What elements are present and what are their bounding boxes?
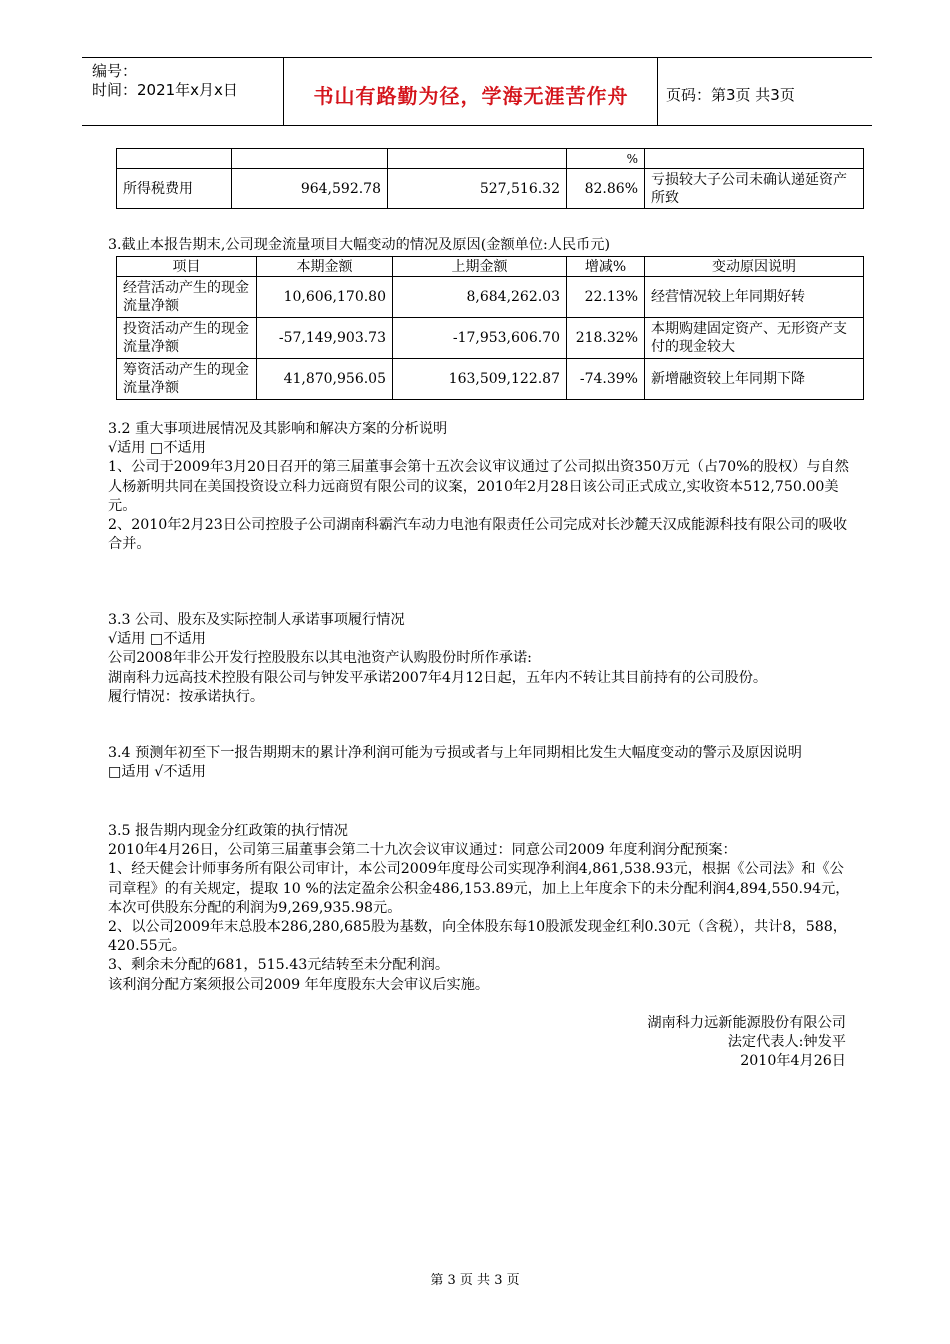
cell-current: 41,870,956.05 xyxy=(257,359,393,400)
cell-reason: 本期购建固定资产、无形资产支付的现金较大 xyxy=(645,318,864,359)
header-meta xyxy=(92,62,238,100)
percent-unit: % xyxy=(567,149,645,169)
cell-item: 筹资活动产生的现金流量净额 xyxy=(117,359,257,400)
applicable-flag: √适用 □不适用 xyxy=(108,440,206,457)
header-motto: 书山有路勤为径，学海无涯苦作舟 xyxy=(313,84,629,108)
cell-change: 82.86% xyxy=(567,169,645,209)
paragraph: 该利润分配方案须报公司2009 年年度股东大会审议后实施。 xyxy=(108,976,490,993)
section-3-2 xyxy=(108,420,853,554)
cell-reason: 亏损较大子公司未确认递延资产所致 xyxy=(645,169,864,209)
cell-previous: 8,684,262.03 xyxy=(393,277,567,318)
cashflow-title: 3.截止本报告期末,公司现金流量项目大幅变动的情况及原因(金额单位:人民币元) xyxy=(108,237,611,253)
table-row xyxy=(117,277,864,318)
applicable-flag: □适用 √不适用 xyxy=(108,764,206,781)
cell-reason: 新增融资较上年同期下降 xyxy=(645,359,864,400)
col-header-reason: 变动原因说明 xyxy=(645,257,864,277)
paragraph: 2、以公司2009年末总股本286,280,685股为基数，向全体股东每10股派发现金红利0.30元（含税），共计8，588，420.55元。 xyxy=(108,919,847,955)
cell-reason: 经营情况较上年同期好转 xyxy=(645,277,864,318)
paragraph: 履行情况：按承诺执行。 xyxy=(108,688,265,705)
cell-item: 所得税费用 xyxy=(117,169,232,209)
section-3-4 xyxy=(108,744,853,782)
cell-previous: -17,953,606.70 xyxy=(393,318,567,359)
paragraph: 3、剩余未分配的681，515.43元结转至未分配利润。 xyxy=(108,957,450,974)
cell-previous: 163,509,122.87 xyxy=(393,359,567,400)
legal-representative: 法定代表人:钟发平 xyxy=(727,1034,846,1051)
col-header-change: 增减% xyxy=(567,257,645,277)
section-title: 3.2 重大事项进展情况及其影响和解决方案的分析说明 xyxy=(108,421,448,437)
time-label: 时间：2021年x月x日 xyxy=(92,81,238,99)
header-page-number: 页码：第3页 共3页 xyxy=(666,86,795,104)
paragraph: 湖南科力远高技术控股有限公司与钟发平承诺2007年4月12日起，五年内不转让其目前持有的公司股份。 xyxy=(108,669,768,686)
table-row xyxy=(117,359,864,400)
cashflow-table xyxy=(116,256,864,400)
table-row xyxy=(117,169,864,209)
paragraph: 2、2010年2月23日公司控股子公司湖南科霸汽车动力电池有限责任公司完成对长沙麓天汉成能源科技有限公司的吸收合并。 xyxy=(108,517,848,553)
table-row xyxy=(117,318,864,359)
table-header-row xyxy=(117,257,864,277)
header-bottom-rule xyxy=(82,125,872,126)
section-3-3 xyxy=(108,611,853,707)
section-title: 3.5 报告期内现金分红政策的执行情况 xyxy=(108,823,348,839)
col-header-previous: 上期金额 xyxy=(393,257,567,277)
applicable-flag: √适用 □不适用 xyxy=(108,631,206,648)
header-top-rule xyxy=(82,57,872,58)
cell-current: 10,606,170.80 xyxy=(257,277,393,318)
signature-date: 2010年4月26日 xyxy=(740,1053,846,1070)
cell-change: 218.32% xyxy=(567,318,645,359)
page-footer: 第 3 页 共 3 页 xyxy=(430,1273,520,1288)
header-divider-2 xyxy=(657,57,658,126)
section-title: 3.4 预测年初至下一报告期期末的累计净利润可能为亏损或者与上年同期相比发生大幅度变动的警示及原因说明 xyxy=(108,745,802,761)
header-divider-1 xyxy=(283,57,284,126)
cell-item: 投资活动产生的现金流量净额 xyxy=(117,318,257,359)
cell-item: 经营活动产生的现金流量净额 xyxy=(117,277,257,318)
cell-change: 22.13% xyxy=(567,277,645,318)
signature-block xyxy=(647,1014,846,1072)
cell-previous: 527,516.32 xyxy=(388,169,567,209)
col-header-current: 本期金额 xyxy=(257,257,393,277)
company-name: 湖南科力远新能源股份有限公司 xyxy=(647,1015,846,1031)
serial-label: 编号： xyxy=(92,62,138,80)
cell-current: -57,149,903.73 xyxy=(257,318,393,359)
col-header-item: 项目 xyxy=(117,257,257,277)
paragraph: 2010年4月26日，公司第三届董事会第二十九次会议审议通过：同意公司2009 年度利润分配预案： xyxy=(108,842,737,859)
cell-current: 964,592.78 xyxy=(232,169,388,209)
table-row xyxy=(117,149,864,169)
cell-change: -74.39% xyxy=(567,359,645,400)
paragraph: 1、公司于2009年3月20日召开的第三届董事会第十五次会议审议通过了公司拟出资350万元（占70%的股权）与自然人杨新明共同在美国投资设立科力远商贸有限公司的议案，2010年2月28日该公司正式成立,实收资本512,750.00美元。 xyxy=(108,459,849,514)
section-3-5 xyxy=(108,822,853,995)
income-change-table xyxy=(116,148,864,209)
paragraph: 公司2008年非公开发行控股股东以其电池资产认购股份时所作承诺: xyxy=(108,650,532,667)
section-title: 3.3 公司、股东及实际控制人承诺事项履行情况 xyxy=(108,612,405,628)
paragraph: 1、经天健会计师事务所有限公司审计，本公司2009年度母公司实现净利润4,861,538.93元，根据《公司法》和《公司章程》的有关规定，提取 10 %的法定盈余公积金486,153.89元，加上上年度余下的未分配利润4,894,550.94元，本次可供股东分配的利润为9,269,935.98元。 xyxy=(108,861,850,916)
